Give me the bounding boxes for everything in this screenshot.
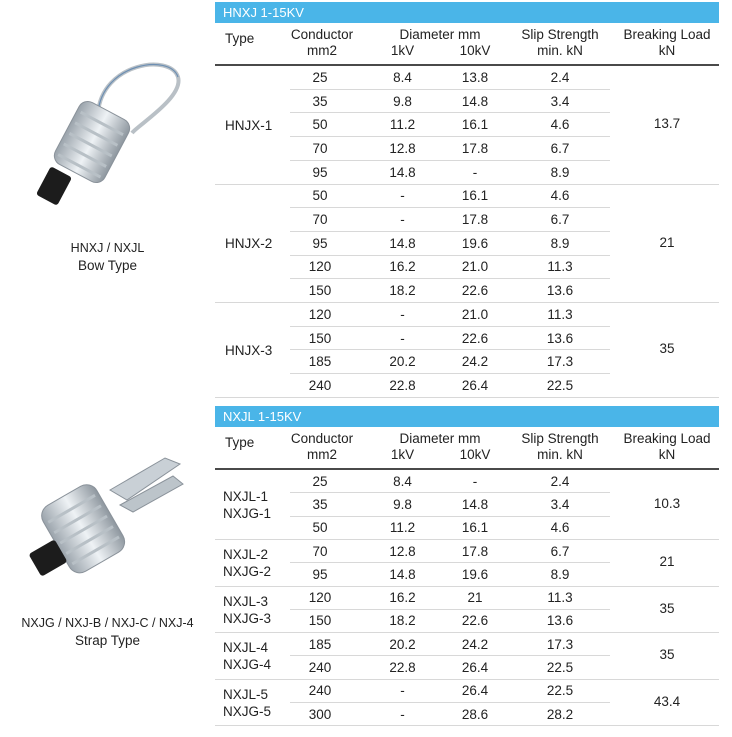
- group-breaking-load: 35: [659, 647, 675, 663]
- cell-slip: 3.4: [550, 496, 570, 512]
- strap-type-name: Strap Type: [74, 633, 141, 648]
- header-breaking-unit: kN: [658, 447, 676, 462]
- cell-slip: 2.4: [550, 473, 570, 489]
- cell-kv10: 16.1: [461, 188, 489, 204]
- bow-type-name: Bow Type: [77, 258, 138, 273]
- row-divider: [290, 702, 610, 703]
- group-type-label: NXJL-5: [223, 687, 269, 702]
- group-type-label: HNJX-2: [225, 236, 273, 252]
- group-divider: [215, 725, 719, 726]
- cell-conductor: 70: [312, 543, 328, 559]
- cell-slip: 28.2: [546, 706, 574, 722]
- cell-conductor: 300: [308, 706, 332, 722]
- cell-kv10: 26.4: [461, 377, 489, 393]
- cell-conductor: 50: [312, 520, 328, 536]
- group-type-label: NXJG-2: [223, 564, 272, 580]
- product-column: [0, 0, 215, 737]
- cell-conductor: 50: [312, 188, 328, 204]
- cell-kv1: 18.2: [389, 613, 416, 629]
- cell-conductor: 120: [308, 259, 332, 275]
- cell-kv10: 26.4: [461, 660, 489, 676]
- header-kv10: 10kV: [459, 447, 491, 462]
- cell-slip: 13.6: [546, 613, 574, 629]
- cell-kv1: -: [400, 683, 405, 699]
- cell-slip: 22.5: [546, 660, 574, 676]
- cell-conductor: 95: [312, 235, 328, 251]
- cell-kv10: -: [472, 164, 478, 180]
- group-type-label: NXJL-3: [223, 593, 269, 609]
- group-breaking-load: 35: [659, 600, 675, 616]
- cell-kv10: 17.8: [461, 543, 489, 559]
- hnxj-spec-table: [215, 2, 719, 398]
- cell-kv1: 20.2: [389, 636, 416, 652]
- cell-kv1: -: [400, 330, 405, 346]
- cell-conductor: 240: [308, 683, 332, 699]
- cell-conductor: 150: [308, 283, 332, 299]
- cell-conductor: 120: [308, 590, 332, 606]
- cell-slip: 22.5: [546, 683, 574, 699]
- cell-kv1: 12.8: [389, 543, 416, 559]
- row-divider: [290, 492, 610, 493]
- bow-type-clamp-image: [20, 55, 195, 225]
- row-divider: [290, 160, 610, 161]
- cell-conductor: 70: [312, 212, 328, 228]
- cell-conductor: 25: [312, 473, 328, 489]
- cell-kv10: 26.4: [461, 683, 489, 699]
- header-type: Type: [225, 31, 255, 46]
- cell-slip: 13.6: [546, 330, 574, 346]
- row-divider: [290, 349, 610, 350]
- cell-kv10: 13.8: [461, 69, 489, 85]
- cell-kv10: 22.6: [461, 283, 489, 299]
- group-type-label: NXJL-4: [223, 640, 269, 656]
- bow-type-label: [0, 239, 215, 275]
- group-breaking-load: 21: [659, 234, 675, 250]
- cell-kv1: 14.8: [389, 235, 416, 251]
- cell-slip: 11.3: [547, 590, 573, 606]
- cell-kv1: 22.8: [389, 660, 416, 676]
- row-divider: [290, 278, 610, 279]
- cell-conductor: 35: [312, 93, 328, 109]
- cell-conductor: 50: [312, 117, 328, 133]
- cell-conductor: 185: [308, 636, 332, 652]
- cell-kv10: 17.8: [461, 140, 489, 156]
- cell-kv10: 19.6: [461, 235, 489, 251]
- group-divider: [215, 302, 719, 303]
- header-conductor-unit: mm2: [307, 43, 337, 58]
- cell-kv10: 17.8: [461, 212, 489, 228]
- cell-slip: 2.4: [550, 69, 570, 85]
- table-header: [215, 23, 719, 65]
- cell-kv1: 18.2: [389, 283, 416, 299]
- header-diameter: Diameter mm: [399, 27, 481, 42]
- nxjl-spec-table: [215, 406, 719, 726]
- cell-kv1: 14.8: [389, 566, 416, 582]
- group-divider: [215, 184, 719, 185]
- cell-kv10: 14.8: [461, 93, 489, 109]
- cell-kv10: 21.0: [461, 306, 489, 322]
- group-breaking-load: 21: [659, 554, 675, 570]
- group-breaking-load: 10.3: [653, 495, 681, 511]
- cell-slip: 4.6: [550, 520, 570, 536]
- cell-conductor: 95: [312, 164, 328, 180]
- cell-slip: 11.3: [547, 306, 573, 322]
- cell-kv1: -: [400, 706, 405, 722]
- group-divider: [215, 397, 719, 398]
- cell-slip: 3.4: [550, 93, 570, 109]
- cell-kv10: 16.1: [461, 117, 489, 133]
- cell-kv1: 16.2: [389, 590, 416, 606]
- cell-slip: 4.6: [550, 188, 570, 204]
- strap-type-clamp-image: [15, 450, 195, 595]
- cell-kv10: 19.6: [461, 566, 489, 582]
- cell-kv10: 14.8: [461, 496, 489, 512]
- group-type-label: NXJL-2: [223, 547, 269, 563]
- row-divider: [290, 373, 610, 374]
- row-divider: [290, 207, 610, 208]
- group-divider: [215, 632, 719, 633]
- header-kv1: 1kV: [390, 43, 415, 58]
- cell-kv1: 16.2: [389, 259, 416, 275]
- group-type-label: NXJG-1: [223, 505, 272, 521]
- cell-kv1: -: [400, 306, 405, 322]
- cell-conductor: 240: [308, 660, 332, 676]
- cell-slip: 8.9: [550, 566, 570, 582]
- cell-kv10: 24.2: [461, 354, 489, 370]
- header-conductor: Conductor: [290, 431, 354, 446]
- header-diameter: Diameter mm: [399, 431, 481, 446]
- cell-slip: 6.7: [550, 543, 570, 559]
- header-kv1: 1kV: [390, 447, 415, 462]
- group-divider: [215, 586, 719, 587]
- row-divider: [290, 231, 610, 232]
- group-type-label: NXJG-5: [223, 704, 272, 719]
- header-slip: Slip Strength: [521, 27, 599, 42]
- cell-kv10: 16.1: [461, 520, 489, 536]
- cell-slip: 17.3: [546, 636, 574, 652]
- cell-slip: 22.5: [546, 377, 574, 393]
- cell-conductor: 185: [308, 354, 332, 370]
- cell-slip: 13.6: [546, 283, 574, 299]
- cell-kv1: 9.8: [393, 93, 412, 109]
- cell-kv10: -: [472, 473, 478, 489]
- row-divider: [290, 326, 610, 327]
- row-divider: [290, 516, 610, 517]
- group-breaking-load: 35: [659, 341, 675, 357]
- strap-type-label: [0, 614, 215, 650]
- cell-kv10: 28.6: [461, 706, 489, 722]
- cell-kv1: 22.8: [389, 377, 416, 393]
- cell-slip: 11.3: [547, 259, 573, 275]
- cell-conductor: 70: [312, 140, 328, 156]
- cell-kv1: 9.8: [393, 496, 412, 512]
- group-type-label: NXJG-4: [223, 657, 272, 673]
- cell-kv1: -: [400, 188, 405, 204]
- strap-type-model: NXJG / NXJ-B / NXJ-C / NXJ-4: [21, 616, 194, 630]
- cell-kv1: 11.2: [389, 520, 416, 536]
- header-slip: Slip Strength: [521, 431, 599, 446]
- table-title: NXJL 1-15KV: [215, 406, 719, 427]
- cell-conductor: 35: [312, 496, 328, 512]
- cell-kv1: 12.8: [389, 140, 416, 156]
- cell-conductor: 150: [308, 330, 332, 346]
- group-divider: [215, 539, 719, 540]
- header-slip-unit: min. kN: [537, 43, 583, 58]
- cell-conductor: 150: [308, 613, 332, 629]
- header-conductor: Conductor: [290, 27, 354, 42]
- row-divider: [290, 562, 610, 563]
- group-divider: [215, 679, 719, 680]
- cell-kv10: 21: [467, 590, 483, 606]
- cell-kv10: 22.6: [461, 330, 489, 346]
- group-type-label: NXJG-3: [223, 610, 272, 626]
- cell-conductor: 95: [312, 566, 328, 582]
- row-divider: [290, 609, 610, 610]
- table-body: [215, 469, 719, 726]
- row-divider: [290, 89, 610, 90]
- cell-kv1: 14.8: [389, 164, 416, 180]
- cell-kv1: 20.2: [389, 354, 416, 370]
- header-kv10: 10kV: [459, 43, 491, 58]
- cell-kv10: 22.6: [461, 613, 489, 629]
- header-breaking-unit: kN: [658, 43, 676, 58]
- row-divider: [290, 112, 610, 113]
- group-breaking-load: 43.4: [653, 694, 681, 709]
- group-breaking-load: 13.7: [653, 116, 681, 132]
- cell-conductor: 240: [308, 377, 332, 393]
- cell-kv10: 24.2: [461, 636, 489, 652]
- header-type: Type: [225, 435, 255, 450]
- header-conductor-unit: mm2: [307, 447, 337, 462]
- table-body: [215, 65, 719, 398]
- bow-type-model: HNXJ / NXJL: [70, 241, 145, 255]
- header-breaking: Breaking Load: [623, 27, 711, 42]
- cell-conductor: 120: [308, 306, 332, 322]
- table-header: [215, 427, 719, 469]
- cell-kv1: -: [400, 212, 405, 228]
- header-slip-unit: min. kN: [537, 447, 583, 462]
- cell-conductor: 25: [312, 69, 328, 85]
- cell-slip: 6.7: [550, 212, 570, 228]
- row-divider: [290, 136, 610, 137]
- row-divider: [290, 655, 610, 656]
- cell-kv1: 8.4: [393, 69, 412, 85]
- header-breaking: Breaking Load: [623, 431, 711, 446]
- table-title: HNXJ 1-15KV: [215, 2, 719, 23]
- cell-slip: 4.6: [550, 117, 570, 133]
- cell-slip: 6.7: [550, 140, 570, 156]
- cell-kv10: 21.0: [461, 259, 489, 275]
- cell-slip: 17.3: [546, 354, 574, 370]
- group-type-label: HNJX-3: [225, 342, 273, 358]
- group-type-label: NXJL-1: [223, 488, 269, 504]
- cell-slip: 8.9: [550, 235, 570, 251]
- group-type-label: HNJX-1: [225, 117, 273, 133]
- cell-slip: 8.9: [550, 164, 570, 180]
- row-divider: [290, 255, 610, 256]
- cell-kv1: 8.4: [393, 473, 412, 489]
- cell-kv1: 11.2: [389, 117, 416, 133]
